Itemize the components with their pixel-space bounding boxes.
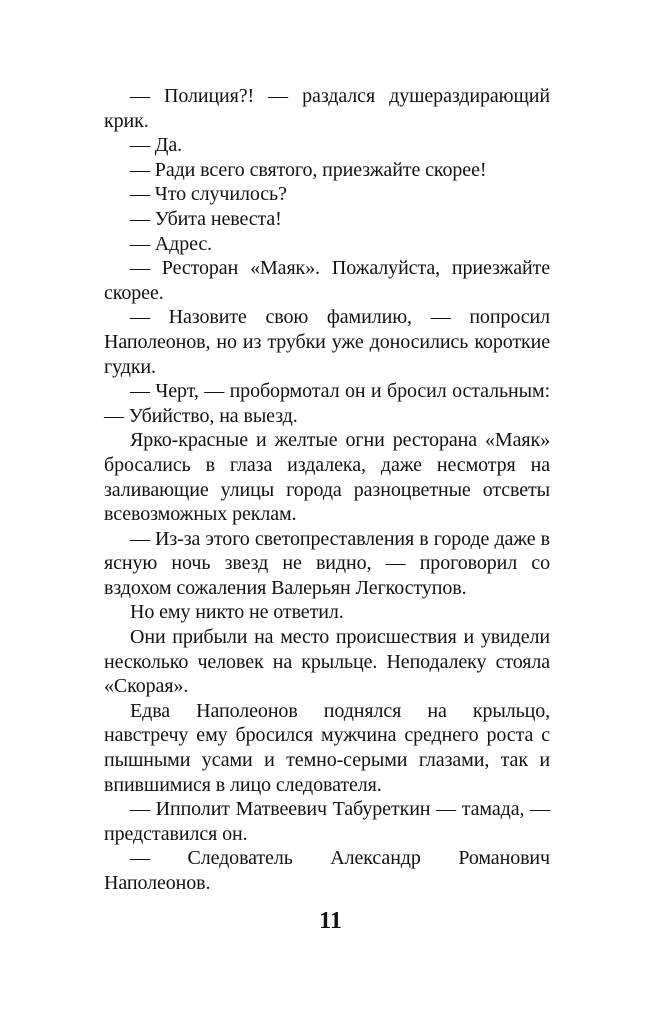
paragraph: — Да. — [130, 134, 183, 157]
page-number: 11 — [319, 908, 342, 934]
paragraph: Ярко-красные и желтые огни ресторана «Маяк» бросались в глаза издалека, даже несмотря на заливающие улицы города разноцветные отсветы всевозможных реклам. — [104, 429, 550, 526]
paragraph: — Ипполит Матвеевич Табуреткин — тамада, — представился он. — [104, 798, 550, 845]
paragraph: — Ради всего святого, приезжайте скорее! — [130, 158, 487, 181]
paragraph: — Ресторан «Маяк». Пожалуйста, приезжайте скорее. — [104, 257, 550, 304]
paragraph: — Следователь Александр Романович Наполеонов. — [104, 847, 550, 894]
body-text — [104, 84, 550, 896]
paragraph: — Что случилось? — [130, 183, 287, 206]
paragraph: — Убита невеста! — [130, 207, 282, 230]
paragraph: Но ему никто не ответил. — [130, 601, 344, 624]
paragraph: — Назовите свою фамилию, — попросил Наполеонов, но из трубки уже доносились короткие гудки. — [104, 306, 550, 378]
paragraph: — Полиция?! — раздался душераздирающий крик. — [104, 85, 550, 132]
paragraph: — Черт, — пробормотал он и бросил остальным: — Убийство, на выезд. — [104, 380, 550, 427]
paragraph: — Из-за этого светопреставления в городе даже в ясную ночь звезд не видно, — проговорил со вздохом сожаления Валерьян Легкоступов. — [104, 527, 550, 599]
paragraph: Они прибыли на место происшествия и увидели несколько человек на крыльце. Неподалеку стояла «Скорая». — [104, 626, 550, 698]
paragraph: — Адрес. — [130, 232, 213, 255]
paragraph: Едва Наполеонов поднялся на крыльцо, навстречу ему бросился мужчина среднего роста с пышными усами и темно-серыми глазами, так и впившимися в лицо следователя. — [104, 699, 550, 796]
